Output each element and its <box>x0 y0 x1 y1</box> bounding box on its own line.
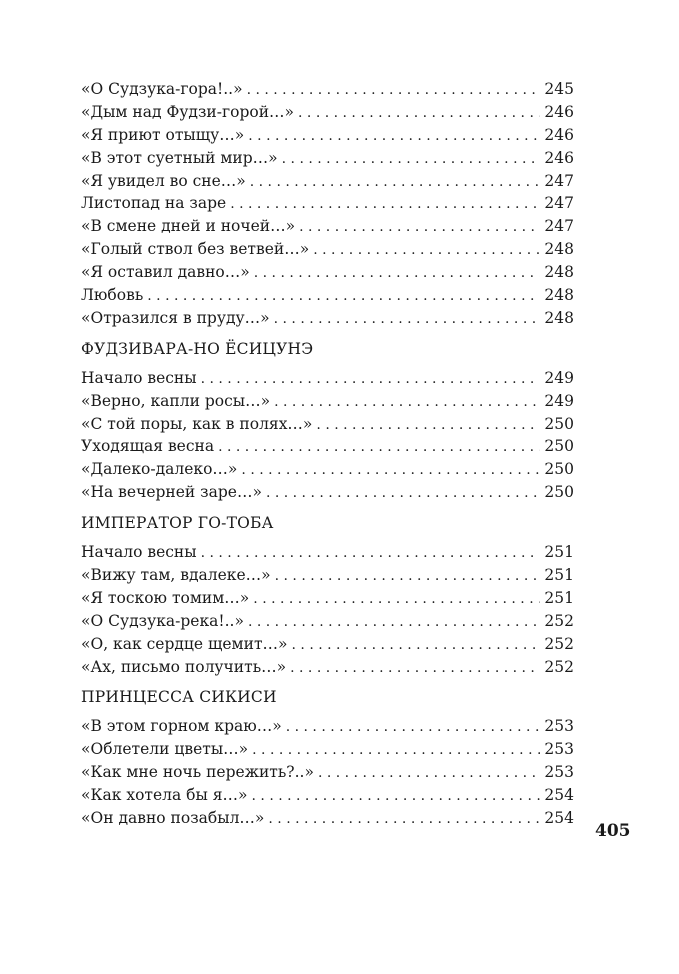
entry-title: Любовь <box>81 286 144 305</box>
dot-leader <box>313 239 540 262</box>
toc-entry <box>81 124 574 147</box>
entry-page-number: 246 <box>544 102 574 121</box>
toc-entry <box>81 238 574 261</box>
entry-page-number: 248 <box>544 286 574 305</box>
entry-title: «Вижу там, вдалеке…» <box>81 566 271 585</box>
toc-entry <box>81 738 574 761</box>
entry-title: Уходящая весна <box>81 437 215 456</box>
entry-title: «Ах, письмо получить…» <box>81 657 287 676</box>
dot-leader <box>292 634 541 657</box>
entry-title: «О Судзука-река!..» <box>81 611 244 630</box>
dot-leader <box>253 588 540 611</box>
entry-page-number: 252 <box>544 634 574 653</box>
entry-page-number: 254 <box>544 809 574 828</box>
page-number: 405 <box>595 821 631 841</box>
entry-title: «Дым над Фудзи-горой…» <box>81 102 295 121</box>
section-heading: ПРИНЦЕССА СИКИСИ <box>81 688 277 707</box>
dot-leader <box>318 762 540 785</box>
toc-entry <box>81 610 574 633</box>
toc-entry <box>81 215 574 238</box>
toc-entry <box>81 807 574 830</box>
dot-leader <box>230 193 540 216</box>
table-of-contents <box>81 78 574 830</box>
section-heading: ФУДЗИВАРА-НО ЁСИЦУНЭ <box>81 339 314 358</box>
toc-section <box>81 78 574 330</box>
entry-title: Начало весны <box>81 368 197 387</box>
toc-entry <box>81 307 574 330</box>
toc-entry <box>81 784 574 807</box>
toc-entry <box>81 564 574 587</box>
entry-page-number: 246 <box>544 125 574 144</box>
entry-page-number: 247 <box>544 194 574 213</box>
dot-leader <box>282 148 541 171</box>
dot-leader <box>241 459 540 482</box>
toc-entry <box>81 587 574 610</box>
dot-leader <box>252 739 540 762</box>
toc-entry <box>81 101 574 124</box>
entry-page-number: 254 <box>544 786 574 805</box>
entry-page-number: 248 <box>544 240 574 259</box>
entry-page-number: 252 <box>544 657 574 676</box>
entry-title: «Я оставил давно…» <box>81 263 250 282</box>
dot-leader <box>299 216 540 239</box>
entry-title: «Далеко-далеко…» <box>81 460 238 479</box>
entry-page-number: 252 <box>544 611 574 630</box>
toc-entry <box>81 170 574 193</box>
dot-leader <box>298 102 540 125</box>
entry-page-number: 253 <box>544 717 574 736</box>
dot-leader <box>248 611 540 634</box>
entry-page-number: 253 <box>544 740 574 759</box>
entry-title: «С той поры, как в полях…» <box>81 414 313 433</box>
toc-entry <box>81 656 574 679</box>
entry-title: «О, как сердце щемит…» <box>81 634 288 653</box>
entry-title: «Как хотела бы я…» <box>81 786 248 805</box>
entry-title: «Как мне ночь пережить?..» <box>81 763 314 782</box>
toc-entry <box>81 192 574 215</box>
toc-entry <box>81 541 574 564</box>
toc-entry <box>81 458 574 481</box>
entry-title: Листопад на заре <box>81 194 227 213</box>
entry-page-number: 246 <box>544 148 574 167</box>
entry-page-number: 251 <box>544 543 574 562</box>
dot-leader <box>252 785 541 808</box>
entry-page-number: 247 <box>544 171 574 190</box>
entry-title: «В этот суетный мир…» <box>81 148 278 167</box>
entry-page-number: 249 <box>544 391 574 410</box>
toc-entry <box>81 147 574 170</box>
entry-page-number: 251 <box>544 588 574 607</box>
entry-page-number: 249 <box>544 368 574 387</box>
entry-page-number: 250 <box>544 460 574 479</box>
entry-page-number: 245 <box>544 80 574 98</box>
entry-title: «На вечерней заре…» <box>81 483 262 502</box>
toc-entry <box>81 413 574 436</box>
entry-title: «В смене дней и ночей…» <box>81 217 296 236</box>
toc-entry <box>81 761 574 784</box>
dot-leader <box>286 716 541 739</box>
dot-leader <box>201 368 541 391</box>
dot-leader <box>147 285 540 308</box>
entry-title: «Он давно позабыл…» <box>81 809 265 828</box>
toc-entry <box>81 78 574 101</box>
entry-title: Начало весны <box>81 543 197 562</box>
dot-leader <box>248 125 540 148</box>
toc-section <box>81 338 574 504</box>
entry-title: «Я увидел во сне…» <box>81 171 246 190</box>
dot-leader <box>218 436 540 459</box>
entry-title: «О Судзука-гора!..» <box>81 80 243 98</box>
entry-page-number: 253 <box>544 763 574 782</box>
section-heading: ИМПЕРАТОР ГО-ТОБА <box>81 514 274 533</box>
entry-title: «Отразился в пруду…» <box>81 308 270 327</box>
entry-page-number: 250 <box>544 437 574 456</box>
entry-title: «В этом горном краю…» <box>81 717 282 736</box>
dot-leader <box>254 262 541 285</box>
entry-title: «Я приют отыщу…» <box>81 125 245 144</box>
entry-page-number: 248 <box>544 263 574 282</box>
toc-entry <box>81 633 574 656</box>
dot-leader <box>274 391 540 414</box>
toc-section <box>81 512 574 678</box>
entry-page-number: 250 <box>544 414 574 433</box>
entry-page-number: 251 <box>544 566 574 585</box>
dot-leader <box>247 79 541 102</box>
toc-entry <box>81 284 574 307</box>
entry-page-number: 247 <box>544 217 574 236</box>
dot-leader <box>274 308 541 331</box>
toc-entry <box>81 481 574 504</box>
dot-leader <box>201 542 541 565</box>
entry-title: «Я тоскою томим…» <box>81 588 250 607</box>
dot-leader <box>290 657 540 680</box>
dot-leader <box>266 482 540 505</box>
entry-title: «Верно, капли росы…» <box>81 391 271 410</box>
dot-leader <box>250 171 541 194</box>
toc-entry <box>81 261 574 284</box>
toc-entry <box>81 715 574 738</box>
entry-title: «Облетели цветы…» <box>81 740 249 759</box>
entry-page-number: 250 <box>544 483 574 502</box>
toc-section <box>81 686 574 829</box>
dot-leader <box>275 565 541 588</box>
entry-title: «Голый ствол без ветвей…» <box>81 240 310 259</box>
dot-leader <box>316 414 540 437</box>
toc-entry <box>81 435 574 458</box>
entry-page-number: 248 <box>544 308 574 327</box>
toc-entry <box>81 367 574 390</box>
dot-leader <box>268 808 540 831</box>
toc-entry <box>81 390 574 413</box>
